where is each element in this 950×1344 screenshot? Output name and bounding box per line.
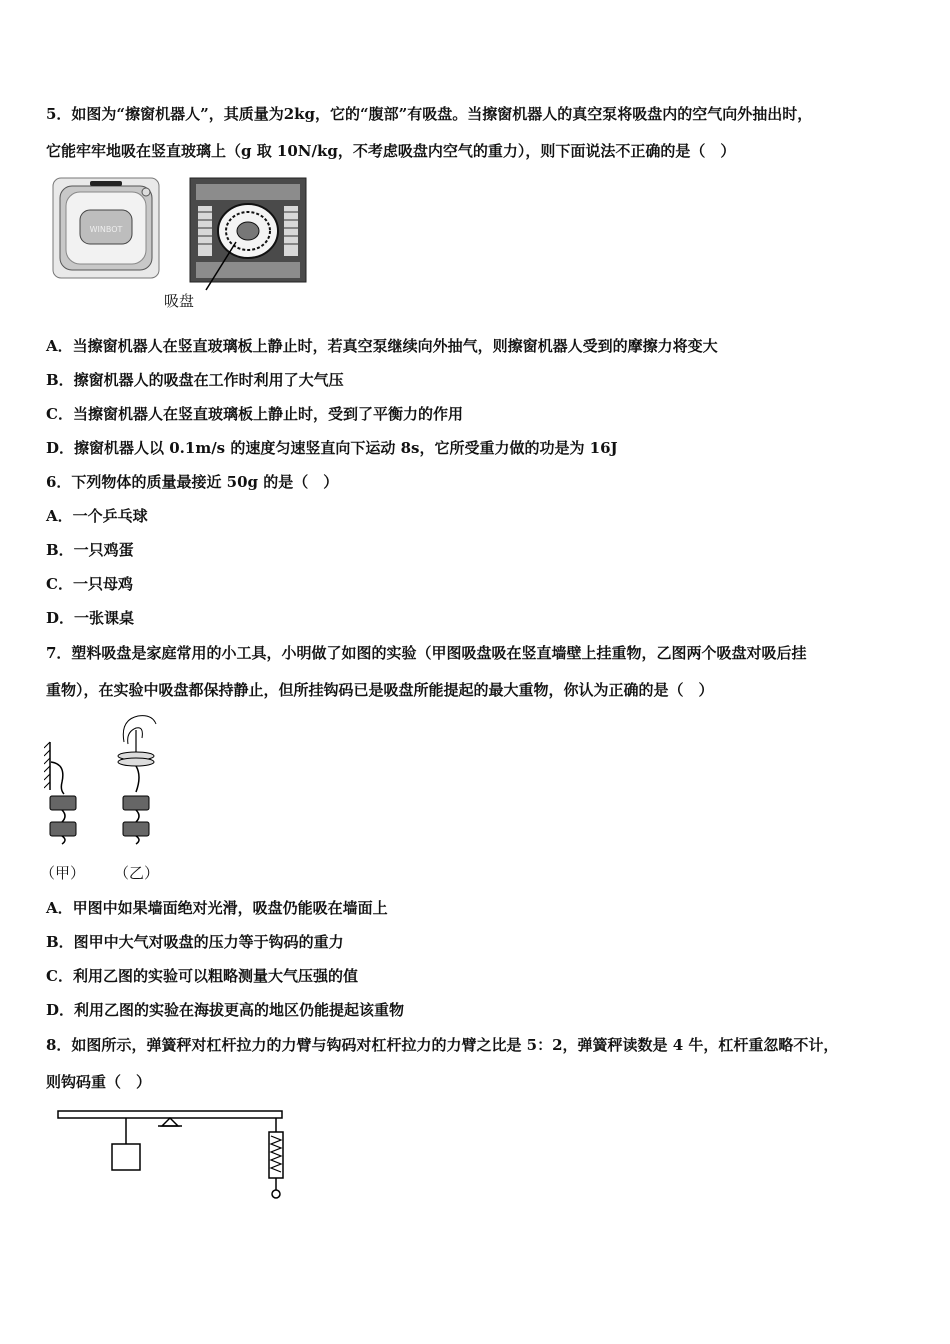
q5-stem-line1: 5．如图为“擦窗机器人”，其质量为2kg，它的“腹部”有吸盘。当擦窗机器人的真空泵将吸盘内的空气向外抽出时，	[46, 105, 813, 123]
q8-stem-line2: 则钩码重（ ）	[46, 1073, 152, 1091]
q6-option-d: D．一张课桌	[46, 609, 135, 627]
q6-option-c: C．一只母鸡	[46, 575, 133, 593]
suction-cup-wall-figure	[44, 740, 84, 846]
q7-option-d: D．利用乙图的实验在海拔更高的地区仍能提起该重物	[46, 1001, 405, 1019]
window-robot-bottom-image	[184, 176, 312, 308]
q5-option-d: D．擦窗机器人以 0.1m/s 的速度匀速竖直向下运动 8s，它所受重力做的功是为 16J	[46, 439, 618, 457]
q7-option-b: B．图甲中大气对吸盘的压力等于钩码的重力	[46, 933, 344, 951]
q5-option-c: C．当擦窗机器人在竖直玻璃板上静止时，受到了平衡力的作用	[46, 405, 463, 423]
robot-brand-text: WINBOT	[89, 225, 123, 234]
q6-stem: 6．下列物体的质量最接近 50g 的是（ ）	[46, 473, 339, 491]
q7-option-a: A．甲图中如果墙面绝对光滑，吸盘仍能吸在墙面上	[46, 899, 388, 917]
figure-caption-yi: （乙）	[114, 864, 160, 882]
q6-option-b: B．一只鸡蛋	[46, 541, 134, 559]
q7-option-c: C．利用乙图的实验可以粗略测量大气压强的值	[46, 967, 358, 985]
q7-stem-line1: 7．塑料吸盘是家庭常用的小工具，小明做了如图的实验（甲图吸盘吸在竖直墙壁上挂重物，乙图两个吸盘对吸后挂	[46, 644, 807, 662]
q5-option-a: A．当擦窗机器人在竖直玻璃板上静止时，若真空泵继续向外抽气，则擦窗机器人受到的摩擦力将变大	[46, 337, 718, 355]
suction-cup-label: 吸盘	[164, 292, 195, 310]
q8-stem-line1: 8．如图所示，弹簧秤对杠杆拉力的力臂与钩码对杠杆拉力的力臂之比是 5：2，弹簧秤读数是 4 牛，杠杆重忽略不计，	[46, 1036, 839, 1054]
window-robot-front-image	[52, 176, 160, 280]
q6-option-a: A．一个乒乓球	[46, 507, 148, 525]
q5-option-b: B．擦窗机器人的吸盘在工作时利用了大气压	[46, 371, 344, 389]
double-suction-cup-figure	[114, 712, 164, 846]
lever-diagram	[56, 1106, 288, 1204]
q5-stem-line2: 它能牢牢地吸在竖直玻璃上（g 取 10N/kg，不考虑吸盘内空气的重力），则下面说法不正确的是（ ）	[46, 142, 736, 160]
figure-caption-jia: （甲）	[40, 864, 86, 882]
q7-stem-line2: 重物），在实验中吸盘都保持静止，但所挂钩码已是吸盘所能提起的最大重物，你认为正确的是（ ）	[46, 681, 714, 699]
